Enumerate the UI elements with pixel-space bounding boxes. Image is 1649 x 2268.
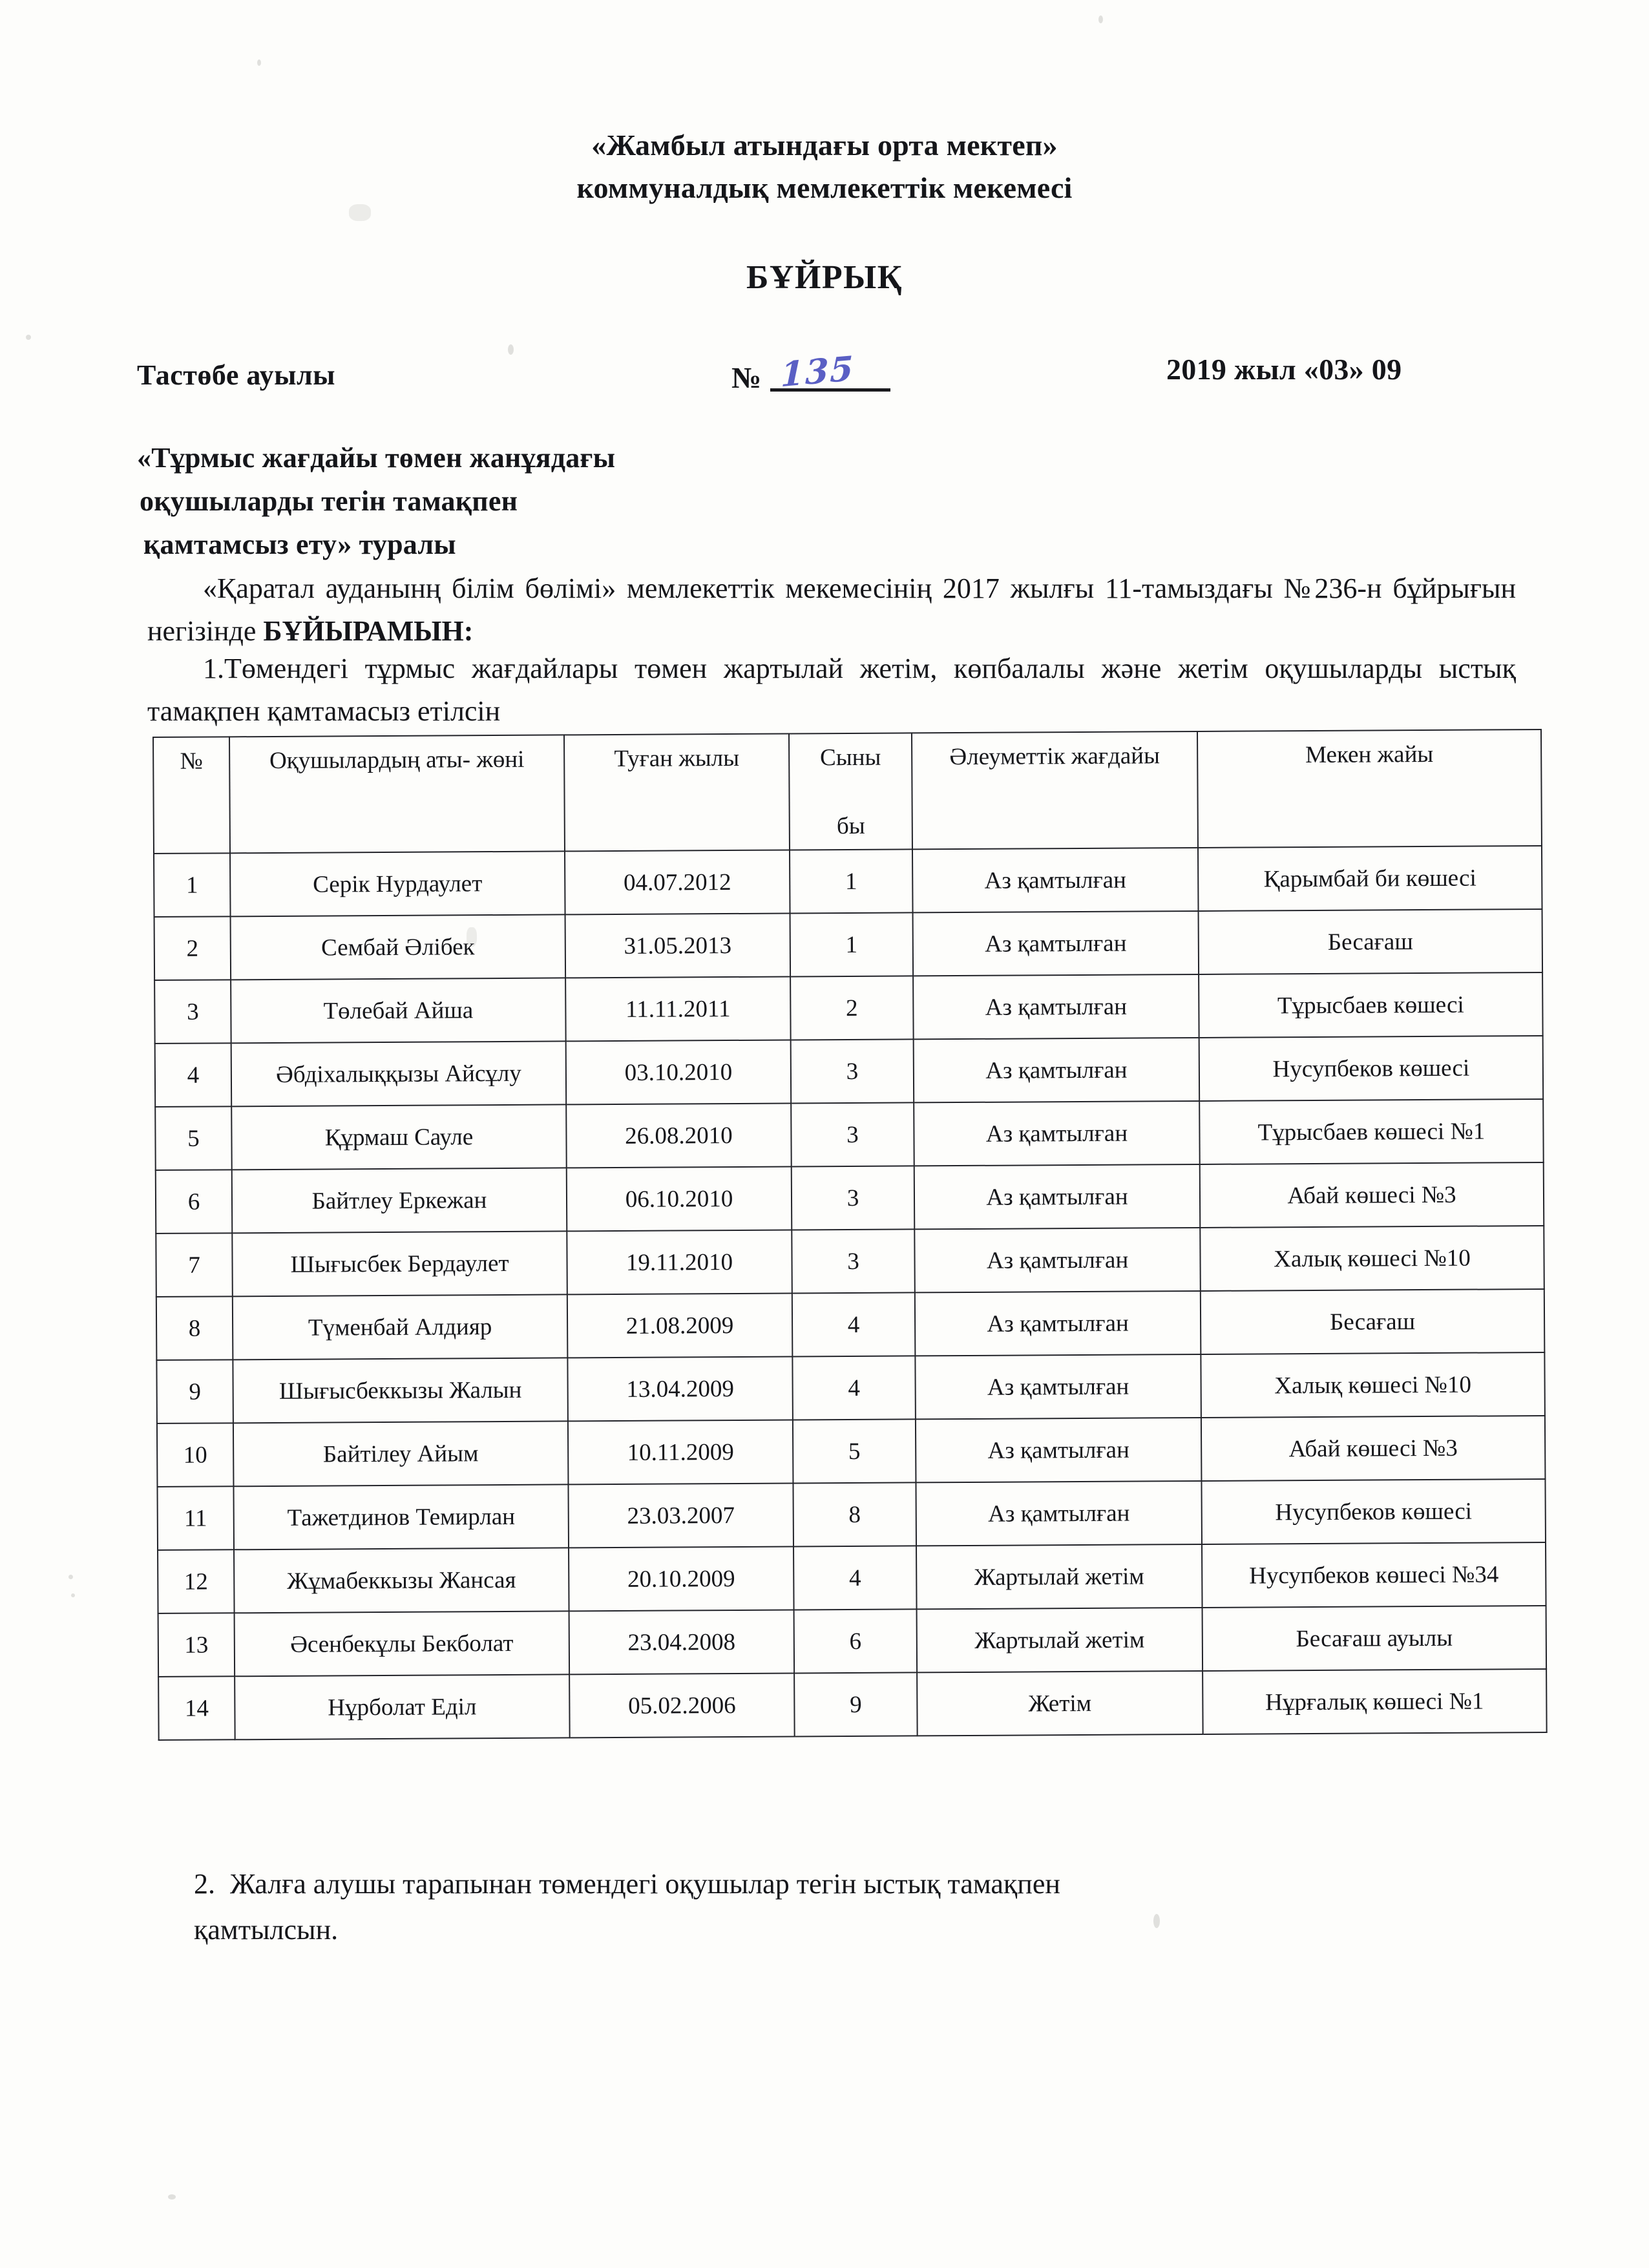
student-social: Аз қамтылған [915,1291,1201,1356]
student-social: Аз қамтылған [916,1481,1202,1546]
table-row [154,909,1543,980]
table-row [157,1416,1546,1487]
student-name: Серік Нурдаулет [230,851,565,916]
table-row [156,1289,1545,1360]
student-social: Аз қамтылған [914,1164,1201,1229]
subject-line-3: қамтамсыз ету» туралы [143,528,456,560]
student-social: Жетім [917,1671,1203,1736]
order-item-2-text: Жалға алушы тарапынан төмендегі оқушылар тегін ыстық тамақпен [230,1868,1060,1900]
student-social: Жартылай жетім [916,1544,1203,1609]
student-address: Қарымбай би көшесі [1198,846,1542,911]
student-grade: 9 [794,1672,918,1736]
student-birth: 10.11.2009 [568,1420,793,1484]
order-item-1 [147,647,1516,733]
student-no: 8 [156,1296,233,1360]
student-social: Аз қамтылған [914,1101,1200,1166]
student-grade: 8 [793,1482,916,1546]
student-address: Бесағаш [1199,909,1543,974]
column-header-grade-line1: Сыны [819,744,881,772]
student-address: Нусупбеков көшесі [1201,1479,1546,1544]
student-no: 6 [156,1170,233,1234]
student-name: Нұрболат Еділ [235,1674,570,1739]
subject-block [137,437,615,567]
student-no: 12 [158,1549,235,1613]
student-social: Аз қамтылған [916,1418,1202,1482]
subject-line-2: оқушыларды тегін тамақпен [140,485,518,517]
student-no: 9 [156,1360,233,1423]
student-grade: 3 [791,1102,914,1166]
order-item-1-text: 1.Төмендегі тұрмыс жағдайлары төмен жартылай жетім, көпбалалы және жетім оқушыларды ыстық тамақпен қамтамасыз етілсін [147,653,1516,727]
order-number-field [731,348,890,395]
document-meta-row [0,348,1649,410]
student-social: Аз қамтылған [913,911,1199,976]
student-no: 3 [154,980,231,1044]
scan-speckle [1098,16,1103,23]
student-name: Байтілеу Айым [233,1421,569,1486]
students-table-container [152,729,1546,1741]
student-grade: 4 [792,1356,916,1420]
student-name: Байтлеу Еркежан [232,1168,567,1233]
student-name: Құрмаш Сауле [231,1104,567,1170]
student-social: Аз қамтылған [912,848,1199,912]
student-name: Жұмабеккызы Жансая [234,1548,569,1613]
student-birth: 06.10.2010 [567,1166,792,1231]
number-sign-symbol: № [731,361,762,394]
legal-basis-text: «Қаратал ауданынң білім бөлімі» мемлекеттік мекемесінің 2017 жылғы 11-тамыздағы №236-н бұйрығын негізінде [147,572,1516,647]
student-grade: 6 [794,1609,918,1673]
student-address: Нусупбеков көшесі [1199,1036,1544,1101]
student-address: Халық көшесі №10 [1200,1226,1544,1291]
student-social: Аз қамтылған [913,974,1199,1039]
student-name: Әсенбекұлы Бекболат [235,1611,570,1676]
student-birth: 23.04.2008 [569,1610,795,1674]
student-grade: 2 [790,976,914,1040]
order-item-2-number: 2. [194,1868,215,1900]
table-row [156,1352,1545,1423]
scan-speckle [257,59,261,66]
student-grade: 1 [790,849,913,913]
student-birth: 26.08.2010 [566,1103,792,1168]
student-address: Абай көшесі №3 [1201,1416,1546,1481]
document-date: 2019 жыл «03» 09 [1166,353,1402,386]
table-row [156,1162,1544,1234]
scan-speckle [168,2194,176,2200]
student-birth: 11.11.2011 [565,976,791,1041]
student-address: Абай көшесі №3 [1200,1162,1544,1228]
student-no: 7 [156,1233,233,1297]
student-address: Бесағаш ауылы [1203,1606,1547,1671]
table-row [156,1226,1544,1297]
student-address: Тұрысбаев көшесі №1 [1199,1099,1544,1164]
student-name: Сембай Әлібек [231,914,566,980]
student-address: Бесағаш [1201,1289,1545,1354]
document-type-heading: БҰЙРЫҚ [746,259,903,296]
student-birth: 03.10.2010 [566,1040,792,1104]
table-row [154,972,1543,1044]
legal-basis-paragraph [147,567,1516,653]
student-address: Нусупбеков көшесі №34 [1202,1542,1546,1608]
student-birth: 04.07.2012 [565,850,790,914]
column-header-social: Әлеуметтік жағдайы [912,731,1198,849]
column-header-grade [789,733,912,850]
student-grade: 4 [793,1546,917,1610]
table-row [155,1099,1544,1170]
order-verb: БҰЙЫРАМЫН: [263,615,474,647]
table-row [157,1479,1546,1550]
student-no: 4 [155,1043,232,1107]
student-name: Әбдіхалыққызы Айсұлу [231,1041,567,1106]
student-no: 10 [157,1423,234,1487]
student-no: 5 [155,1106,232,1170]
scan-speckle [26,335,31,340]
column-header-address: Мекен жайы [1197,730,1542,848]
student-name: Шығысбек Бердаулет [232,1231,567,1296]
student-social: Аз қамтылған [914,1038,1200,1102]
column-header-grade-line2: бы [836,812,865,840]
table-body [154,846,1547,1740]
student-grade: 3 [791,1039,914,1103]
table-row [154,846,1542,917]
student-no: 2 [154,916,231,980]
student-name: Шығысбеккызы Жалын [233,1358,568,1423]
student-birth: 05.02.2006 [569,1673,795,1738]
place-label: Тастөбе ауылы [137,359,336,391]
student-name: Тажетдинов Темирлан [233,1484,569,1549]
students-table [152,729,1548,1741]
scan-speckle [68,1575,73,1579]
student-no: 14 [158,1676,235,1740]
student-address: Нұрғалық көшесі №1 [1203,1669,1547,1734]
student-birth: 13.04.2009 [567,1356,793,1421]
table-header [153,730,1542,854]
student-birth: 21.08.2009 [567,1293,793,1358]
student-address: Халық көшесі №10 [1201,1352,1545,1418]
student-birth: 31.05.2013 [565,913,791,978]
table-row [158,1542,1546,1613]
student-birth: 23.03.2007 [568,1483,793,1548]
student-address: Тұрысбаев көшесі [1199,972,1543,1038]
table-header-row [153,730,1542,854]
table-row [155,1036,1544,1107]
column-header-birth: Туған жылы [564,733,790,851]
subject-line-1: «Тұрмыс жағдайы төмен жанұядағы [137,442,616,474]
student-grade: 3 [792,1229,915,1293]
student-name: Түменбай Алдияр [233,1294,568,1360]
scan-speckle [71,1593,75,1597]
organization-name-line1: «Жамбыл атындағы орта мектеп» [591,129,1058,162]
student-no: 13 [158,1613,235,1677]
organization-name-line2: коммуналдық мемлекеттік мекемесі [576,171,1073,204]
student-grade: 5 [793,1419,916,1483]
student-grade: 4 [792,1292,916,1356]
student-birth: 19.11.2010 [567,1230,792,1294]
student-social: Аз қамтылған [914,1228,1201,1292]
order-number-handwritten-value: 135 [780,348,856,395]
student-no: 11 [157,1486,234,1550]
student-social: Жартылай жетім [917,1608,1203,1672]
order-item-2-last-line: қамтылсын. [194,1914,339,1946]
student-birth: 20.10.2009 [569,1546,794,1611]
student-grade: 3 [792,1166,915,1230]
student-name: Төлебай Айша [231,978,566,1043]
column-header-name: Оқушылардың аты- жөні [229,735,565,853]
table-row [158,1606,1547,1677]
column-header-no: № [153,737,230,854]
order-item-2 [194,1861,1518,1953]
student-grade: 1 [790,912,914,976]
student-no: 1 [154,853,231,917]
student-social: Аз қамтылған [915,1354,1201,1419]
table-row [158,1669,1547,1740]
order-number-blank [770,348,890,395]
